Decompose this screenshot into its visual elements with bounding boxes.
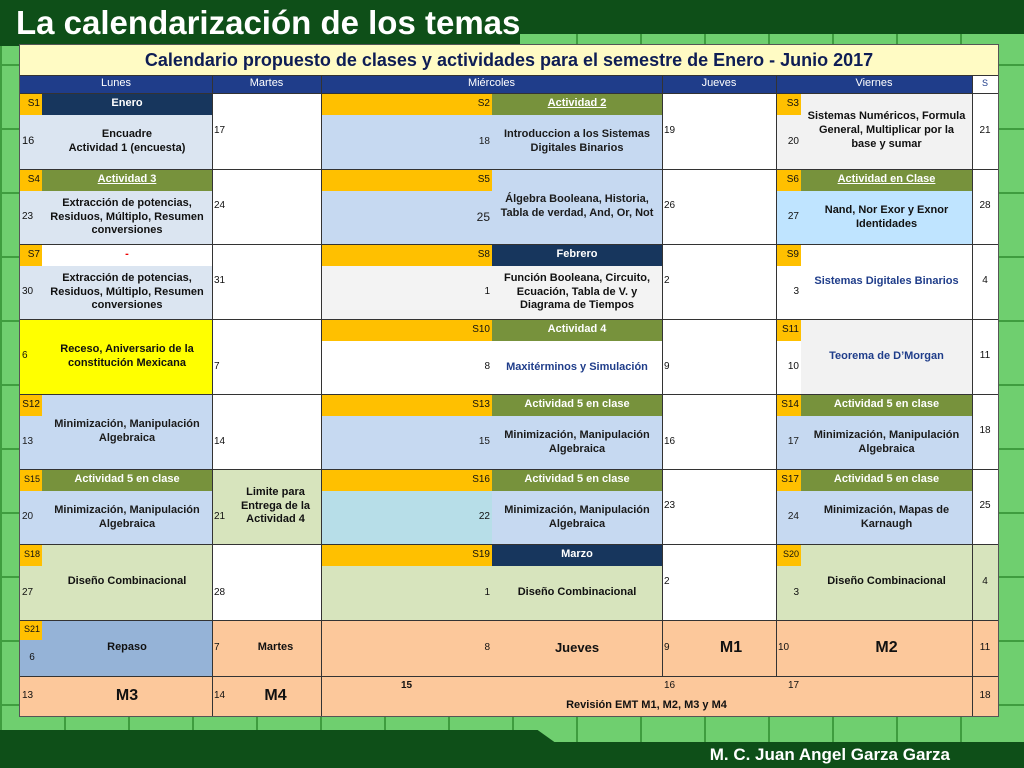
exam-cell: Repaso [42, 620, 212, 676]
day-num: 7 [212, 319, 321, 394]
day-num: 14 [212, 394, 321, 469]
day-num: 9 [662, 319, 776, 394]
day-num: 10 [776, 341, 801, 394]
month-label: Febrero [492, 244, 662, 266]
col-header-jueves: Jueves [662, 75, 776, 93]
lesson-cell: Encuadre Actividad 1 (encuesta) [42, 115, 212, 169]
day-num: 17 [776, 416, 801, 469]
activity-label: Actividad 3 [42, 169, 212, 191]
week-num: S10 [321, 319, 492, 341]
week-num: S12 [20, 394, 42, 416]
week-num: S4 [20, 169, 42, 191]
day-num: 4 [972, 544, 998, 620]
lesson-cell: Maxitérminos y Simulación [492, 341, 662, 394]
day-num: 7 [212, 620, 230, 676]
day-num: 25 [321, 191, 492, 244]
week-num: S18 [20, 544, 42, 566]
week-num: S17 [776, 469, 801, 491]
day-num: 31 [212, 244, 321, 319]
week-num: S16 [321, 469, 492, 491]
day-num: 16 [662, 394, 776, 469]
activity-label: Actividad en Clase [801, 169, 972, 191]
month-label: Marzo [492, 544, 662, 566]
spacer [492, 676, 662, 696]
lesson-cell: Extracción de potencias, Residuos, Múltiplo, Resumen conversiones [42, 266, 212, 319]
day-num: 28 [972, 169, 998, 244]
day-num: 2 [662, 544, 776, 620]
lesson-cell: Introduccion a los Sistemas Digitales Binarios [492, 115, 662, 169]
lesson-cell: Minimización, Mapas de Karnaugh [801, 491, 972, 544]
week-num: S9 [776, 244, 801, 266]
lesson-cell: Minimización, Manipulación Algebraica [492, 416, 662, 469]
activity-label: - [42, 244, 212, 266]
calendar-heading: Calendario propuesto de clases y actividades para el semestre de Enero - Junio 2017 [20, 45, 998, 75]
day-num: 18 [321, 115, 492, 169]
day-num: 1 [321, 566, 492, 620]
activity-label: Actividad 2 [492, 93, 662, 115]
day-num: 17 [212, 93, 321, 169]
week-num: S21 [20, 620, 42, 640]
exam-cell: M2 [801, 620, 972, 676]
day-num: 27 [776, 191, 801, 244]
activity-label: Actividad 5 en clase [801, 469, 972, 491]
activity-label: Actividad 5 en clase [492, 469, 662, 491]
col-header-viernes: Viernes [776, 75, 972, 93]
day-num: 19 [662, 93, 776, 169]
day-num: 13 [20, 416, 42, 469]
deadline-cell: Limite para Entrega de la Actividad 4 [230, 469, 321, 544]
day-num: 11 [972, 620, 998, 676]
slide-title: La calendarización de los temas [16, 4, 521, 41]
week-num: S2 [321, 93, 492, 115]
lesson-cell: Función Booleana, Circuito, Ecuación, Tabla de V. y Diagrama de Tiempos [492, 266, 662, 319]
day-num: 24 [776, 491, 801, 544]
lesson-cell: Diseño Combinacional [492, 566, 662, 620]
review-cell: Revisión EMT M1, M2, M3 y M4 [321, 696, 972, 716]
day-num: 1 [321, 266, 492, 319]
exam-cell: M4 [230, 676, 321, 716]
day-num: 9 [662, 620, 686, 676]
week-num: S15 [20, 469, 42, 491]
day-num: 6 [20, 640, 42, 676]
exam-cell: M1 [686, 620, 776, 676]
week-num: S1 [20, 93, 42, 115]
exam-cell: M3 [42, 676, 212, 716]
week-num: S7 [20, 244, 42, 266]
activity-label: Actividad 5 en clase [801, 394, 972, 416]
day-num: 27 [20, 566, 42, 620]
day-num: 14 [212, 676, 230, 716]
day-num: 21 [212, 469, 230, 544]
day-num: 4 [972, 244, 998, 319]
lesson-cell: Minimización, Manipulación Algebraica [801, 416, 972, 469]
day-num: 23 [20, 191, 42, 244]
day-num: 16 [20, 115, 42, 169]
day-num: 18 [972, 394, 998, 469]
day-num: 3 [776, 266, 801, 319]
day-num: 3 [776, 566, 801, 620]
day-num: 22 [321, 491, 492, 544]
author-name: M. C. Juan Angel Garza Garza [709, 745, 950, 764]
week-num: S20 [776, 544, 801, 566]
lesson-cell: Álgebra Booleana, Historia, Tabla de verdad, And, Or, Not [492, 169, 662, 244]
day-num: 10 [776, 620, 801, 676]
calendar-table [19, 44, 999, 717]
activity-label: Actividad 5 en clase [492, 394, 662, 416]
week-num: S3 [776, 93, 801, 115]
day-num: 15 [321, 416, 492, 469]
day-num: 20 [776, 115, 801, 169]
day-num: 21 [972, 93, 998, 169]
week-num: S13 [321, 394, 492, 416]
day-num: 20 [20, 491, 42, 544]
lesson-cell: Sistemas Numéricos, Formula General, Multiplicar por la base y sumar [801, 93, 972, 169]
lesson-cell: Nand, Nor Exor y Exnor Identidades [801, 191, 972, 244]
day-num: 8 [321, 620, 492, 676]
day-num: 28 [212, 544, 321, 620]
lesson-cell: Extracción de potencias, Residuos, Múltiplo, Resumen conversiones [42, 191, 212, 244]
day-num: 30 [20, 266, 42, 319]
week-num: S19 [321, 544, 492, 566]
day-num: 16 [662, 676, 776, 696]
col-header-miercoles: Miércoles [321, 75, 662, 93]
lesson-cell: Minimización, Manipulación Algebraica [42, 491, 212, 544]
day-num: 24 [212, 169, 321, 244]
lesson-cell: Minimización, Manipulación Algebraica [492, 491, 662, 544]
lesson-cell: Receso, Aniversario de la constitución Mexicana [42, 319, 212, 394]
day-num: 18 [972, 676, 998, 716]
lesson-cell: Diseño Combinacional [42, 544, 212, 620]
day-num: 13 [20, 676, 42, 716]
lesson-cell: Sistemas Digitales Binarios [801, 244, 972, 319]
exam-cell: Jueves [492, 620, 662, 676]
month-label: Enero [42, 93, 212, 115]
week-num: S11 [776, 319, 801, 341]
day-num: 8 [321, 341, 492, 394]
lesson-cell: Minimización, Manipulación Algebraica [42, 394, 212, 469]
day-num: 6 [20, 319, 42, 394]
lesson-cell: Teorema de D’Morgan [801, 319, 972, 394]
day-num: 11 [972, 319, 998, 394]
week-num: S8 [321, 244, 492, 266]
activity-label: Actividad 4 [492, 319, 662, 341]
lesson-cell: Diseño Combinacional [801, 544, 972, 620]
day-num: 25 [972, 469, 998, 544]
day-num: 26 [662, 169, 776, 244]
day-num: 17 [776, 676, 972, 696]
week-num: S5 [321, 169, 492, 191]
activity-label: Actividad 5 en clase [42, 469, 212, 491]
day-num: 15 [321, 676, 492, 696]
day-num: 23 [662, 469, 776, 544]
col-header-s: S [972, 75, 998, 93]
week-num: S14 [776, 394, 801, 416]
exam-cell: Martes [230, 620, 321, 676]
col-header-lunes: Lunes [20, 75, 212, 93]
week-num: S6 [776, 169, 801, 191]
col-header-martes: Martes [212, 75, 321, 93]
day-num: 2 [662, 244, 776, 319]
title-box [0, 0, 520, 46]
